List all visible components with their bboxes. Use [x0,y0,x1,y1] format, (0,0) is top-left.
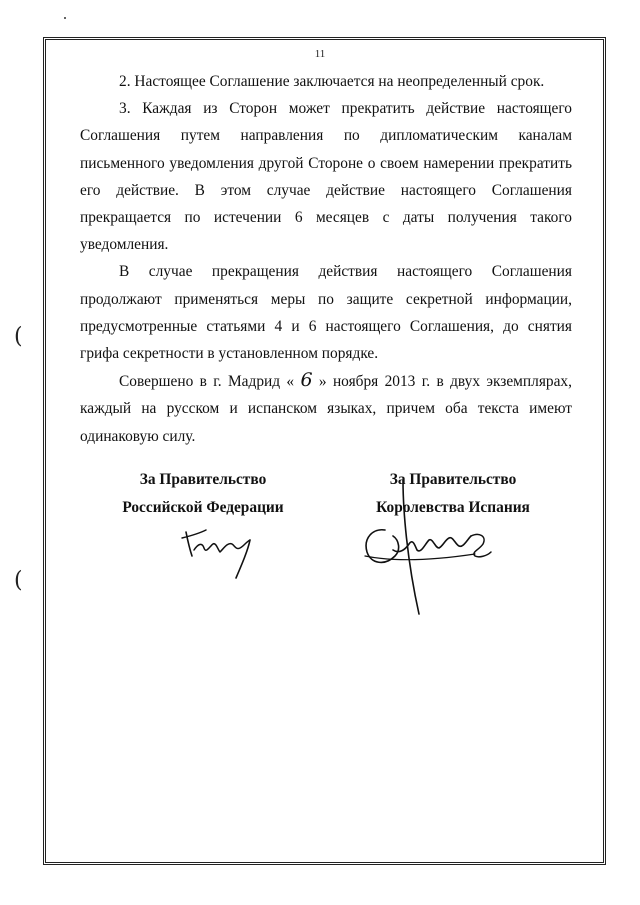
signatory-spain-line2: Королевства Испания [376,498,530,516]
paragraph-term: 2. Настоящее Соглашение заключается на неопределенный срок. [119,73,545,90]
paragraph-termination: 3. Каждая из Сторон может прекратить действие настоящего Соглашения путем направления по дипломатическим каналам письменного уведомления другой Стороне о своем намерении прекратить его действие. В этом случае действие настоящего Соглашения прекращается по истечении 6 месяцев с даты получения такого уведомления. [80,100,572,254]
margin-punch-mark: ( [14,324,23,349]
closing-prefix: Совершено в г. Мадрид « [119,373,295,391]
agreement-text [80,68,572,450]
paragraph-done-at [80,367,572,450]
signatory-russia-line2: Российской Федерации [122,498,284,516]
margin-punch-mark: ( [14,568,23,593]
page-number: 11 [314,48,326,60]
signatory-spain-line1: За Правительство [389,471,517,488]
signatory-russia-line1: За Правительство [139,471,267,488]
scan-speck [64,17,66,19]
signatory-russia [108,466,298,521]
handwritten-day: 6 [300,369,313,392]
paragraph-protection-measures: В случае прекращения действия настоящего Соглашения продолжают применяться меры по защите секретной информации, предусмотренные статьями 4 и 6 настоящего Соглашения, до снятия грифа секретности в установленном порядке. [80,263,572,363]
signatory-spain [352,466,554,521]
closing-suffix: » ноября 2013 г. в двух экземплярах, каждый на русском и испанском языках, причем оба текста имеют одинаковую силу. [80,373,572,445]
